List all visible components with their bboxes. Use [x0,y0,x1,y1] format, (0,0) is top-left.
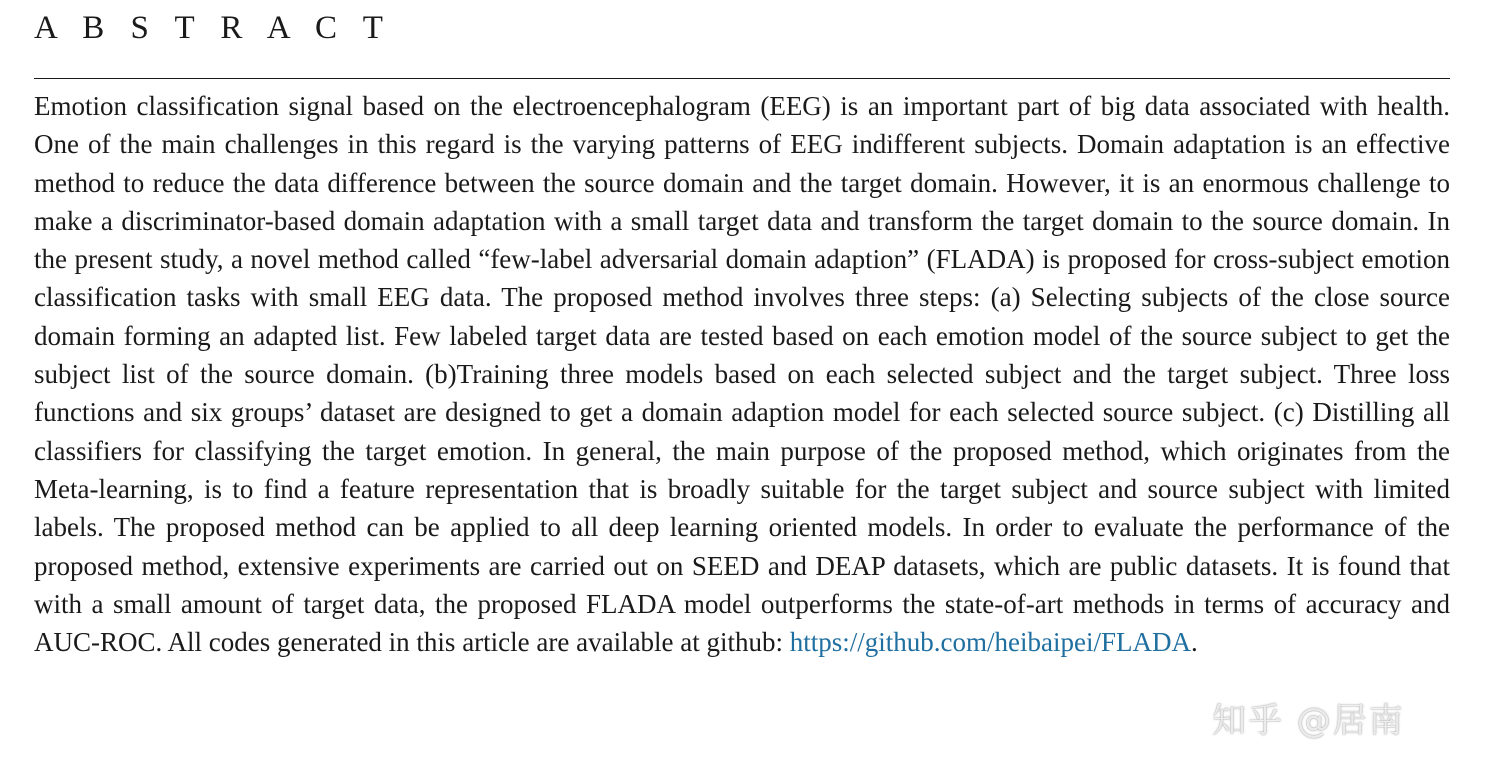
abstract-text: Emotion classification signal based on the electroencephalogram (EEG) is an important part of big data associated with health. One of the main challenges in this regard is the varying patterns of EEG indifferent subjects. Domain adaptation is an effective method to reduce the data difference between the source domain and the target domain. However, it is an enormous challenge to make a discriminator-based domain adaptation with a small target data and transform the target domain to the source domain. In the present study, a novel method called “few-label adversarial domain adaption” (FLADA) is proposed for cross-subject emotion classification tasks with small EEG data. The proposed method involves three steps: (a) Selecting subjects of the close source domain forming an adapted list. Few labeled target data are tested based on each emotion model of the source subject to get the subject list of the source domain. (b)Training three models based on each selected subject and the target subject. Three loss functions and six groups’ dataset are designed to get a domain adaption model for each selected source subject. (c) Distilling all classifiers for classifying the target emotion. In general, the main purpose of the proposed method, which originates from the Meta-learning, is to find a feature representation that is broadly suitable for the target subject and source subject with limited labels. The proposed method can be applied to all deep learning oriented models. In order to evaluate the performance of the proposed method, extensive experiments are carried out on SEED and DEAP datasets, which are public datasets. It is found that with a small amount of target data, the proposed FLADA model outperforms the state-of-art methods in terms of accuracy and AUC-ROC. All codes generated in this article are available at github: [34,91,1450,658]
abstract-paragraph [34,87,1450,661]
paper-page [34,0,1450,775]
section-heading: A B S T R A C T [34,10,392,46]
abstract-trailing-period: . [1191,627,1198,658]
watermark: 知乎 @居南 [1212,701,1405,741]
github-link[interactable]: https://github.com/heibaipei/FLADA [789,627,1191,658]
section-divider [34,78,1450,79]
